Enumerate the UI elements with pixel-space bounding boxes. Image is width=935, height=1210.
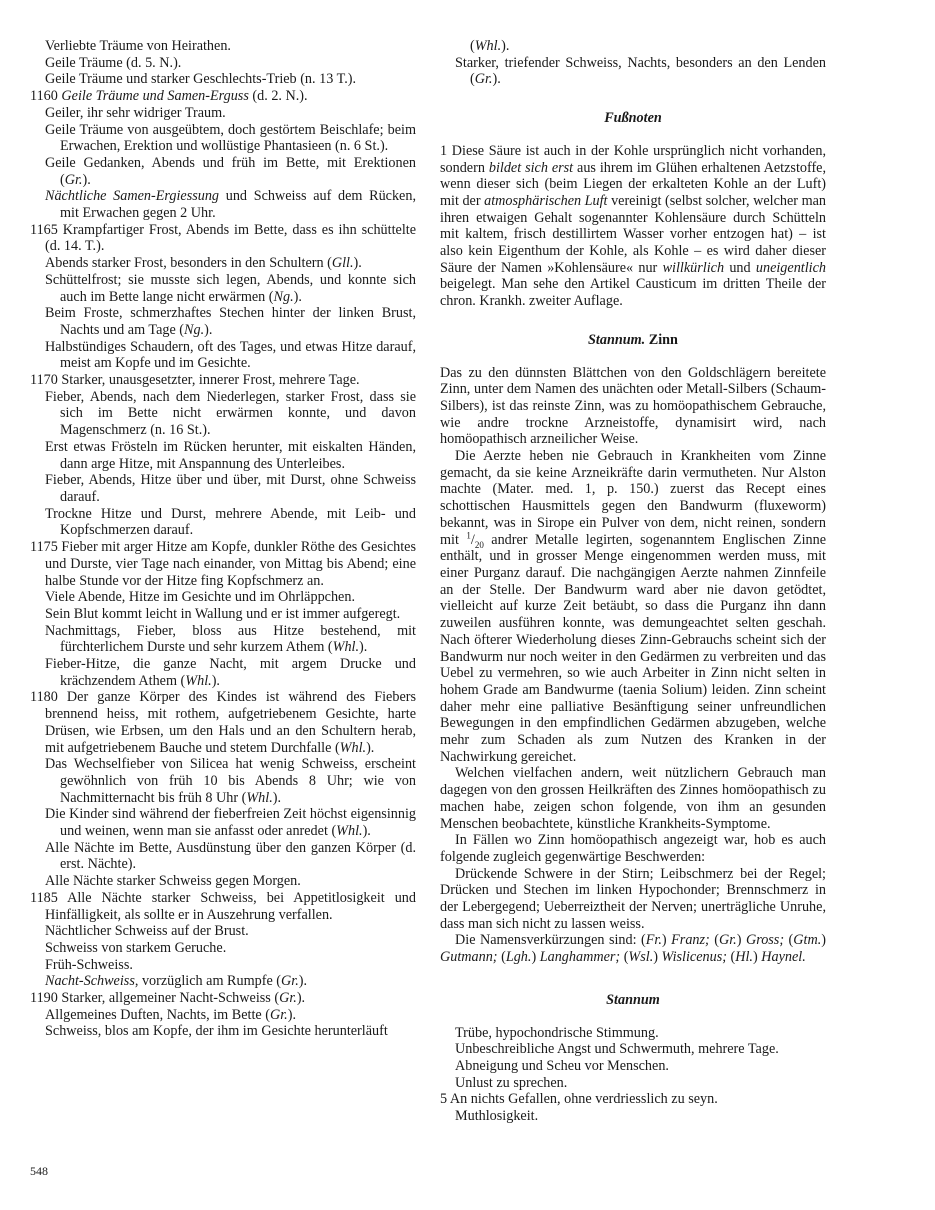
heading-german: Zinn [648,331,678,348]
stannum-symptom-list [440,1025,826,1125]
symptom-entry: Nachmittags, Fieber, bloss aus Hitze bestehend, mit fürchterlichem Durste und sehr kurzem Athem (Whl.). [45,622,416,656]
symptom-entry: 1185 Alle Nächte starker Schweiss, bei Appetitlosigkeit und Hinfälligkeit, als sollte er in Auszehrung verfallen. [30,889,416,923]
symptom-entry: Nacht-Schweiss, vorzüglich am Rumpfe (Gr.). [45,973,308,990]
symptom-entry: 1180 Der ganze Körper des Kindes ist während des Fiebers brennend heiss, mit rothem, aufgetriebenem Gesichte, harte Drüsen, wie Erbsen, um den Hals und an den Schultern herab, mit aufgetriebenem Bauche und stetem Durchfalle (Whl.). [30,689,416,756]
footnote-text: 1 Diese Säure ist auch in der Kohle ursprünglich nicht vorhanden, sondern bildet sich erst aus ihrem im Glühen erhaltenen Aetzstoffe, wenn dieser sich (beim Liegen der erkalteten Kohle an der Luft) mit der atmosphärischen Luft vereinigt (selbst solcher, welcher man ihren etwaigen Gehalt sogenannter Kohlensäure durch Schütteln mit kaltem, frisch destillirtem Wasser vorher entzogen hat) – ist also kein Eigenthum der Kohle, als Kohle – es wird daher dieser Säure der Namen »Kohlensäure« nur willkürlich und uneigentlich beigelegt. Man sehe den Artikel Causticum im dritten Theile der chron. Krankh. zweiter Auflage. [440,142,827,310]
symptom-entry: Trockne Hitze und Durst, mehrere Abende, mit Leib- und Kopfschmerzen darauf. [45,505,416,539]
symptom-entry: Fieber, Abends, nach dem Niederlegen, starker Frost, dass sie sich im Bette nicht erwärmen konnte, und davon Magenschmerz (n. 16 St.). [45,388,416,439]
intro-paragraph: Drückende Schwere in der Stirn; Leibschmerz bei der Regel; Drücken und Stechen im linken Hypochonder; Brennschmerz in der Lebergegend; Ueberreiztheit der Nerven; unerträgliche Unruhe, dass man sich nicht zu lassen weiss. [440,865,826,932]
symptom-entry: Fieber, Abends, Hitze über und über, mit Durst, ohne Schweiss darauf. [45,472,416,505]
symptom-entry: Geiler, ihr sehr widriger Traum. [45,104,226,121]
symptom-entry: 5 An nichts Gefallen, ohne verdriesslich zu seyn. [440,1091,718,1108]
right-column [440,38,826,1125]
symptom-entry: Früh-Schweiss. [45,956,133,973]
symptom-entry: 1175 Fieber mit arger Hitze am Kopfe, dunkler Röthe des Gesichtes und Durste, vier Tage nach einander, von Mittag bis Abend; eine halbe Stunde vor der Hitze fing Kopfschmerz an. [30,539,416,589]
symptom-entry: 1190 Starker, allgemeiner Nacht-Schweiss (Gr.). [30,990,306,1007]
symptom-entry: Viele Abende, Hitze im Gesichte und im Ohrläppchen. [45,589,355,606]
symptom-entry: Geile Gedanken, Abends und früh im Bette, mit Erektionen (Gr.). [45,154,416,188]
stannum-zinn-heading [440,332,826,349]
symptom-entry: Erst etwas Frösteln im Rücken herunter, mit eiskalten Händen, dann arge Hitze, mit Anspannung des Unterleibes. [45,438,416,472]
symptom-entry: Verliebte Träume von Heirathen. [45,38,231,54]
symptom-entry: Geile Träume und starker Geschlechts-Trieb (n. 13 T.). [45,71,357,88]
symptom-entry: Schüttelfrost; sie musste sich legen, Abends, und konnte sich auch im Bette lange nicht erwärmen (Ng.). [45,271,416,305]
symptom-entry: Beim Froste, schmerzhaftes Stechen hinter der linken Brust, Nachts und am Tage (Ng.). [45,305,416,338]
symptom-entry: Die Kinder sind während der fieberfreien Zeit höchst eigensinnig und weinen, wenn man sie anfasst oder anredet (Whl.). [45,806,416,840]
symptom-entry: Allgemeines Duften, Nachts, im Bette (Gr.). [45,1006,297,1023]
left-column [30,38,416,1040]
symptom-entry: Schweiss, blos am Kopfe, der ihm im Gesichte herunterläuft [45,1023,388,1040]
symptom-entry: 1165 Krampfartiger Frost, Abends im Bette, dass es ihn schüttelte (d. 14. T.). [30,221,416,255]
symptom-entry: (Whl.). [470,38,510,54]
symptom-entry: Trübe, hypochondrische Stimmung. [455,1024,659,1041]
symptom-entry: Geile Träume von ausgeübtem, doch gestörtem Beischlafe; beim Erwachen, Erektion und wollüstige Phantasieen (n. 6 St.). [45,121,416,155]
symptom-entry: 1170 Starker, unausgesetzter, innerer Frost, mehrere Tage. [30,372,360,389]
symptom-entry: Nächtliche Samen-Ergiessung und Schweiss auf dem Rücken, mit Erwachen gegen 2 Uhr. [45,188,416,222]
symptom-entry: Abneigung und Scheu vor Menschen. [455,1057,669,1074]
footnotes-heading: Fußnoten [604,110,662,127]
symptom-entry: Fieber-Hitze, die ganze Nacht, mit argem Drucke und krächzendem Athem (Whl.). [45,656,416,689]
symptom-entry: Alle Nächte im Bette, Ausdünstung über den ganzen Körper (d. erst. Nächte). [45,839,416,873]
stannum-introduction [440,365,826,966]
stannum-list-heading: Stannum [606,991,660,1008]
intro-paragraph: In Fällen wo Zinn homöopathisch angezeigt war, hob es auch folgende zugleich gegenwärtige Beschwerden: [440,832,826,865]
symptom-entry: 1160 Geile Träume und Samen-Erguss (d. 2. N.). [30,88,308,105]
symptom-entry: Sein Blut kommt leicht in Wallung und er ist immer aufgeregt. [45,605,401,622]
page-number: 548 [30,1164,48,1178]
symptom-entry: Nächtlicher Schweiss auf der Brust. [45,923,249,940]
intro-paragraph: Das zu den dünnsten Blättchen von den Goldschlägern bereitete Zinn, unter dem Namen des unächten oder Metall-Silbers (Schaum-Silbers), ist das reinste Zinn, was zu homöopathischem Gebrauche, wie andre trockne Arzneistoffe, dynamisirt wird, nach homöopathisch arzneilicher Weise. [440,364,826,448]
symptom-entry: Abends starker Frost, besonders in den Schultern (Gll.). [45,255,362,272]
symptom-entry: Unbeschreibliche Angst und Schwermuth, mehrere Tage. [455,1041,779,1058]
symptom-entry: Muthlosigkeit. [455,1108,539,1125]
intro-paragraph: Welchen vielfachen andern, weit nützlichern Gebrauch man dagegen von den grossen Heilkräften des Zinnes homöopathisch zu machen habe, zeigen schon folgende, von ihm an gesunden Menschen beobachtete, künstliche Krankheits-Symptome. [440,765,826,832]
intro-paragraph: Die Namensverkürzungen sind: (Fr.) Franz; (Gr.) Gross; (Gtm.) Gutmann; (Lgh.) Langhammer; (Wsl.) Wislicenus; (Hl.) Haynel. [440,932,826,966]
symptom-entry: Das Wechselfieber von Silicea hat wenig Schweiss, erscheint gewöhnlich von früh 10 bis Abends 8 Uhr; wie von Nachmitternacht bis früh 8 Uhr (Whl.). [45,756,416,806]
intro-paragraph: Die Aerzte heben nie Gebrauch in Krankheiten vom Zinne gemacht, da sie keine Arzneikräfte darin vermutheten. Nur Alston machte (Mater. med. 1, p. 150.) zuerst das Recept eines schottischen Hausmittels gegen den Bandwurm (fluxeworm) bekannt, was in Sirope ein Pulver von dem, nicht reinen, sondern mit $^1/_{20}$ andrer Metalle legirten, sogenanntem Englischen Zinne enthält, und in grosser Menge eingenommen werden muss, mit einer Purganz darauf. Die nachgängigen Aerzte nahmen Zinnfeile an der Stelle. Der Bandwurm ward aber nie davon getödtet, vielleicht auf kurze Zeit betäubt, so dass die Purganz ihn dann zuweilen ausführen konnte, was demungeachtet selten geschah. Nach öfterer Wiederholung dieses Zinn-Gebrauchs scheint sich der Bandwurm nur noch weiter in den Gedärmen zu verbreiten und das Uebel zu vermehren, so wie auch Arbeiter in Zinn nicht selten in hohem Grade am Bandwurme (taenia Solium) leiden. Zinn scheint daher mehr eine palliative Besänftigung seiner unfreundlichen Bewegungen in den empfindlichen Gedärmen abzugeben, welche mehr zum Schaden als zum Nutzen des Kranken in der Nachwirkung gereichet. [440,448,826,765]
heading-latin: Stannum. [588,331,646,348]
symptom-entry: Geile Träume (d. 5. N.). [45,54,182,71]
symptom-entry: Alle Nächte starker Schweiss gegen Morgen. [45,873,301,890]
symptom-entry: Unlust zu sprechen. [455,1074,568,1091]
symptom-entry: Schweiss von starkem Geruche. [45,939,227,956]
continued-entries [440,38,826,88]
symptom-entry: Halbstündiges Schaudern, oft des Tages, und etwas Hitze darauf, meist am Kopfe und im Gesichte. [45,338,416,372]
symptom-entry: Starker, triefender Schweiss, Nachts, besonders an den Lenden (Gr.). [455,54,826,88]
